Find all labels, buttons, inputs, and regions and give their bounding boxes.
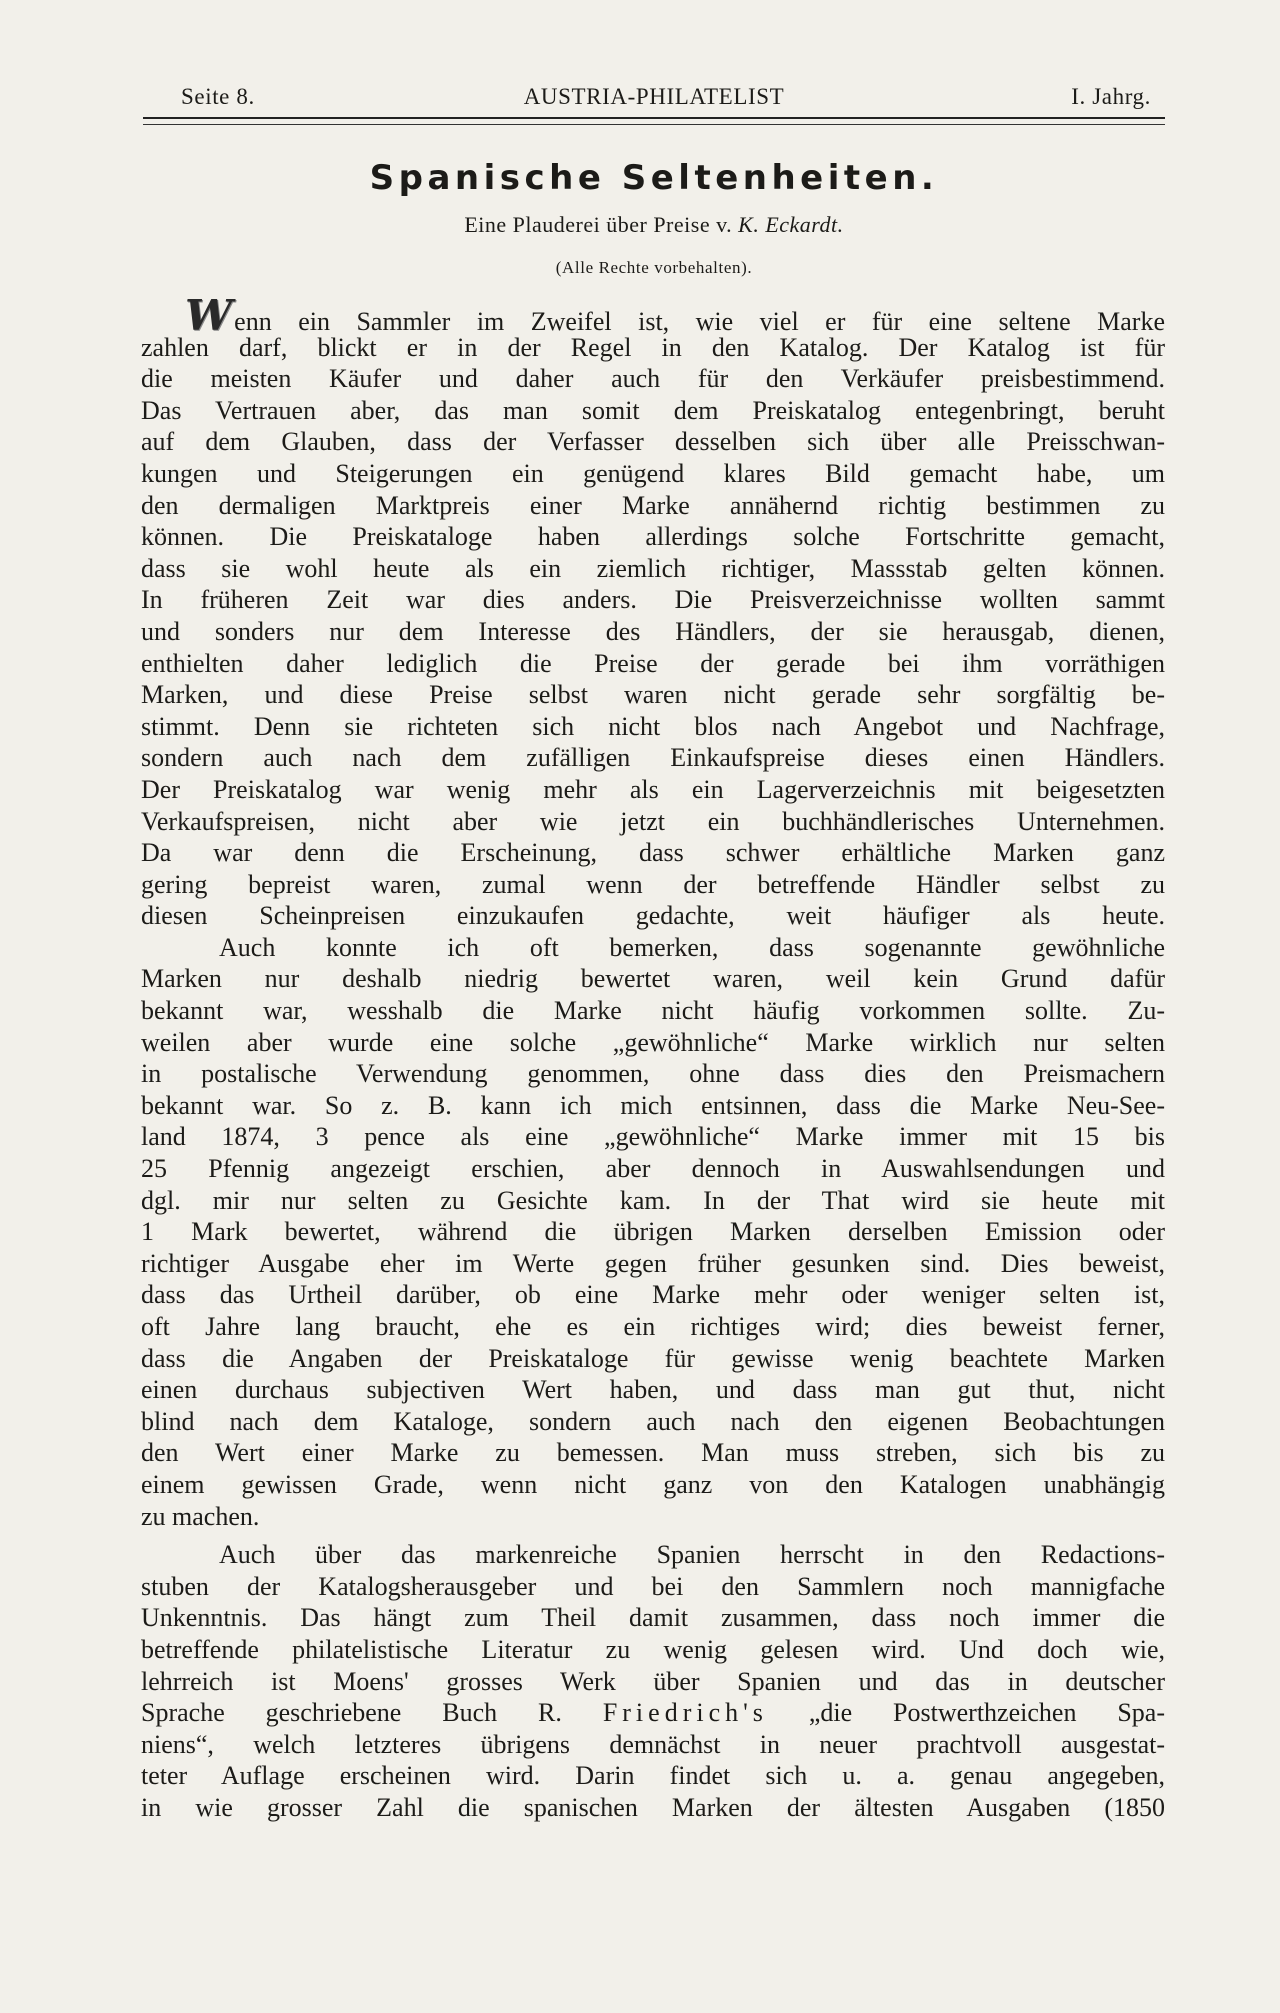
text-line: kungen und Steigerungen ein genügend klares Bild gemacht habe, um xyxy=(141,458,1165,488)
text-line: zu machen. xyxy=(141,1501,260,1531)
text-line: dgl. mir nur selten zu Gesichte kam. In der That wird sie heute mit xyxy=(141,1185,1165,1215)
rights-notice: (Alle Rechte vorbehalten). xyxy=(555,258,753,277)
text-line: sondern auch nach dem zufälligen Einkaufspreise dieses einen Händlers. xyxy=(141,743,1165,773)
text-line: stimmt. Denn sie richteten sich nicht blos nach Angebot und Nachfrage, xyxy=(141,711,1165,741)
text-line: In früheren Zeit war dies anders. Die Preisverzeichnisse wollten sammt xyxy=(141,585,1165,615)
text-line: Verkaufspreisen, nicht aber wie jetzt ein buchhändlerisches Unternehmen. xyxy=(141,806,1165,836)
text-line xyxy=(141,291,1165,340)
text-line: dass die Angaben der Preiskataloge für gewisse wenig beachtete Marken xyxy=(141,1343,1165,1373)
text-line: können. Die Preiskataloge haben allerdings solche Fortschritte gemacht, xyxy=(141,522,1165,552)
text-line xyxy=(141,1697,1165,1729)
text-line: niens“, welch letzteres übrigens demnächst in neuer prachtvoll ausgestat- xyxy=(141,1729,1165,1759)
text-line: Marken, und diese Preise selbst waren nicht gerade sehr sorgfältig be- xyxy=(141,680,1165,710)
text-line-part: „die Postwerthzeichen Spa- xyxy=(808,1698,1166,1728)
header-rule-thin xyxy=(143,124,1165,125)
text-line: in postalische Verwendung genommen, ohne dass dies den Preismachern xyxy=(141,1059,1165,1089)
text-line: 1 Mark bewertet, während die übrigen Marken derselben Emission oder xyxy=(141,1217,1165,1247)
header-rule-thick xyxy=(143,117,1165,119)
text-line: einen durchaus subjectiven Wert haben, und dass man gut thut, nicht xyxy=(141,1375,1165,1405)
text-line: und sonders nur dem Interesse des Händlers, der sie herausgab, dienen, xyxy=(141,616,1165,646)
text-line-part: Sprache geschriebene Buch R. xyxy=(141,1698,562,1728)
text-line: lehrreich ist Moens' grosses Werk über Spanien und das in deutscher xyxy=(141,1666,1165,1696)
article-body xyxy=(141,291,1166,1824)
subtitle-text: Eine Plauderei über Preise v. xyxy=(464,212,733,237)
author-name: K. Eckardt. xyxy=(738,212,844,237)
text-line: bekannt war. So z. B. kann ich mich entsinnen, dass die Marke Neu-See- xyxy=(141,1090,1165,1120)
article-subtitle xyxy=(143,212,1165,238)
text-line: gering bepreist waren, zumal wenn der betreffende Händler selbst zu xyxy=(141,869,1165,899)
text-line: 25 Pfennig angezeigt erschien, aber dennoch in Auswahlsendungen und xyxy=(141,1154,1165,1184)
text-line: Auch konnte ich oft bemerken, dass sogenannte gewöhnliche xyxy=(219,932,1165,962)
text-line: einem gewissen Grade, wenn nicht ganz von den Katalogen unabhängig xyxy=(141,1469,1165,1499)
text-line: betreffende philatelistische Literatur zu wenig gelesen wird. Und doch wie, xyxy=(141,1634,1165,1664)
text-line: enthielten daher lediglich die Preise der gerade bei ihm vorräthigen xyxy=(141,648,1165,678)
spaced-author-name: Friedrich's xyxy=(602,1698,768,1728)
text-line: bekannt war, wesshalb die Marke nicht häufig vorkommen sollte. Zu- xyxy=(141,996,1165,1026)
text-line: land 1874, 3 pence als eine „gewöhnliche“ Marke immer mit 15 bis xyxy=(141,1122,1165,1152)
volume-label: I. Jahrg. xyxy=(1071,84,1151,109)
text-line: den dermaligen Marktpreis einer Marke annähernd richtig bestimmen zu xyxy=(141,490,1165,520)
text-line: stuben der Katalogsherausgeber und bei den Sammlern noch mannigfache xyxy=(141,1571,1165,1601)
text-line: richtiger Ausgabe eher im Werte gegen früher gesunken sind. Dies beweist, xyxy=(141,1248,1165,1278)
text-line-content: enn ein Sammler im Zweifel ist, wie viel er für eine seltene Marke xyxy=(234,307,1165,336)
drop-initial: W xyxy=(185,291,233,340)
text-line: die meisten Käufer und daher auch für den Verkäufer preisbestimmend. xyxy=(141,364,1165,394)
text-line: Das Vertrauen aber, das man somit dem Preiskatalog entegenbringt, beruht xyxy=(141,395,1165,425)
text-line: zahlen darf, blickt er in der Regel in den Katalog. Der Katalog ist für xyxy=(141,332,1165,362)
text-line: teter Auflage erscheinen wird. Darin findet sich u. a. genau angegeben, xyxy=(141,1761,1165,1791)
text-line: Da war denn die Erscheinung, dass schwer erhältliche Marken ganz xyxy=(141,838,1165,868)
text-line: diesen Scheinpreisen einzukaufen gedachte, weit häufiger als heute. xyxy=(141,901,1165,931)
text-line: Der Preiskatalog war wenig mehr als ein Lagerverzeichnis mit beigesetzten xyxy=(141,774,1165,804)
journal-title: AUSTRIA-PHILATELIST xyxy=(523,84,785,109)
text-line: in wie grosser Zahl die spanischen Marken der ältesten Ausgaben (1850 xyxy=(141,1792,1165,1822)
text-line: Auch über das markenreiche Spanien herrscht in den Redactions- xyxy=(219,1540,1165,1570)
text-line: weilen aber wurde eine solche „gewöhnliche“ Marke wirklich nur selten xyxy=(141,1027,1165,1057)
text-line: Marken nur deshalb niedrig bewertet waren, weil kein Grund dafür xyxy=(141,964,1165,994)
text-line: dass das Urtheil darüber, ob eine Marke mehr oder weniger selten ist, xyxy=(141,1280,1165,1310)
text-line: Unkenntnis. Das hängt zum Theil damit zusammen, dass noch immer die xyxy=(141,1603,1165,1633)
page-number: Seite 8. xyxy=(181,84,255,109)
article-title: Spanische Seltenheiten. xyxy=(369,158,939,198)
text-line: den Wert einer Marke zu bemessen. Man muss streben, sich bis zu xyxy=(141,1438,1165,1468)
text-line: dass sie wohl heute als ein ziemlich richtiger, Massstab gelten können. xyxy=(141,553,1165,583)
text-line: auf dem Glauben, dass der Verfasser desselben sich über alle Preisschwan- xyxy=(141,427,1165,457)
text-line: oft Jahre lang braucht, ehe es ein richtiges wird; dies beweist ferner, xyxy=(141,1312,1165,1341)
text-line: blind nach dem Kataloge, sondern auch nach den eigenen Beobachtungen xyxy=(141,1406,1165,1436)
